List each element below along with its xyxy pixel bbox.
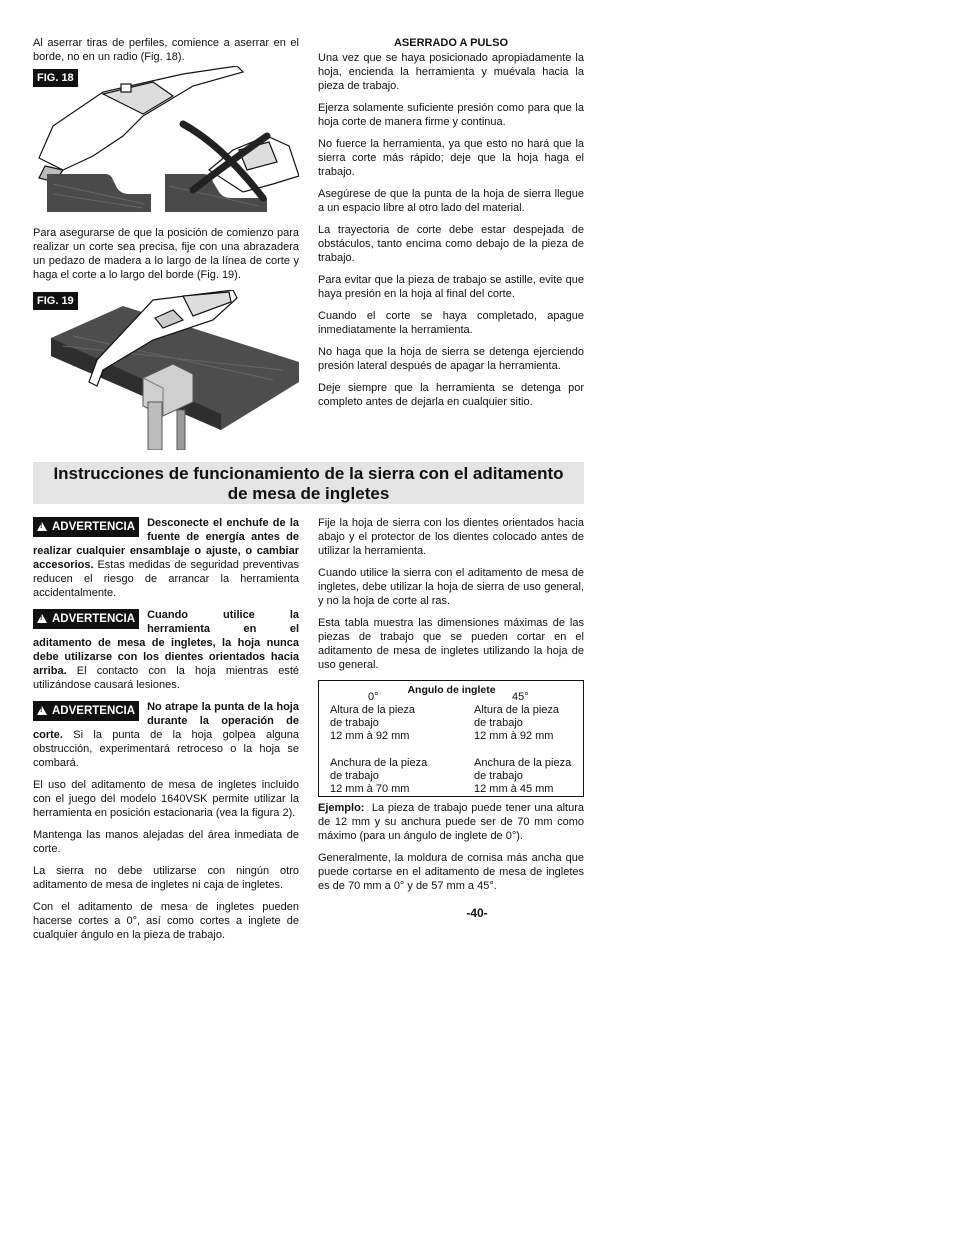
warning-triangle-icon [37, 706, 47, 715]
intro-paragraph: Al aserrar tiras de perfiles, comience a aserrar en el borde, no en un radio (Fig. 18). [33, 37, 299, 63]
warning-2-bold: Cuando utilice la herramienta en el aditamento de mesa de ingletes, la hoja nunca debe utilizarse con los dientes orientados hacia arriba. [33, 609, 299, 677]
table-title: Angulo de inglete [407, 684, 496, 696]
width-value: 12 mm à 45 mm [474, 783, 554, 795]
width-label-1: Anchura de la pieza [474, 757, 572, 769]
warning-2-text: El contacto con la hoja mientras esté utilizándose causará lesiones. [33, 665, 299, 691]
miter-paragraph-3: La sierra no debe utilizarse con ningún otro aditamento de mesa de ingletes ni caja de ingletes. [33, 865, 299, 891]
blade-paragraph-3: Esta tabla muestra las dimensiones máximas de las piezas de trabajo que se pueden cortar en el aditamento de mesa de ingletes utilizando la hoja de uso general. [318, 617, 584, 671]
freehand-paragraph-4: Asegúrese de que la punta de la hoja de sierra llegue a un espacio libre al otro lado del material. [318, 188, 584, 214]
height-value: 12 mm à 92 mm [330, 730, 410, 742]
example-paragraph [318, 801, 584, 843]
fig19-label: FIG. 19 [33, 292, 78, 310]
warning-3-bold: No atrape la punta de la hoja durante la operación de corte. [33, 701, 299, 741]
warning-badge-label: ADVERTENCIA [52, 613, 136, 625]
warning-triangle-icon [37, 522, 47, 531]
warning-badge-label: ADVERTENCIA [52, 521, 136, 533]
freehand-paragraph-3: No fuerce la herramienta, ya que esto no hará que la sierra corte más rápido; deje que la hoja haga el trabajo. [318, 138, 584, 178]
warning-block-2 [33, 608, 299, 692]
warning-badge-label: ADVERTENCIA [52, 705, 136, 717]
warning-badge [33, 517, 139, 537]
freehand-paragraph-2: Ejerza solamente suficiente presión como para que la hoja corte de manera firme y continua. [318, 102, 584, 128]
width-value: 12 mm à 70 mm [330, 783, 410, 795]
blade-paragraph-1: Fije la hoja de sierra con los dientes orientados hacia abajo y el protector de los dientes colocado antes de utilizar la herramienta. [318, 517, 584, 557]
example-text: La pieza de trabajo puede tener una altura de 12 mm y su anchura puede ser de 70 mm como máximo (para un ángulo de inglete de 0°). [318, 802, 584, 842]
bottom-left-column [33, 516, 299, 950]
width-label-1: Anchura de la pieza [330, 757, 428, 769]
warning-triangle-icon [37, 614, 47, 623]
height-label-1: Altura de la pieza [474, 704, 559, 716]
angle-45: 45° [512, 691, 529, 703]
cornice-paragraph: Generalmente, la moldura de cornisa más ancha que puede cortarse en el aditamento de mesa de ingletes es de 70 mm a 0° y de 57 mm a 45°. [318, 852, 584, 892]
fig18-label: FIG. 18 [33, 69, 78, 87]
miter-paragraph-1: El uso del aditamento de mesa de ingletes incluido con el juego del modelo 1640VSK permite utilizar la herramienta en posición estacionaria (vea la figura 2). [33, 779, 299, 819]
warning-badge [33, 609, 139, 629]
freehand-section-title: ASERRADO A PULSO [393, 37, 509, 49]
page-number: -40- [466, 906, 488, 920]
height-value: 12 mm à 92 mm [474, 730, 554, 742]
section-heading-line-1: Instrucciones de funcionamiento de la sierra con el aditamento [53, 464, 564, 483]
top-right-column [318, 36, 584, 417]
warning-block-3 [33, 700, 299, 770]
height-label-2: de trabajo [474, 717, 523, 729]
example-label: Ejemplo: [318, 802, 365, 814]
freehand-paragraph-9: Deje siempre que la herramienta se detenga por completo antes de dejarla en cualquier sitio. [318, 382, 584, 408]
freehand-paragraph-7: Cuando el corte se haya completado, apague inmediatamente la herramienta. [318, 310, 584, 336]
section-heading [33, 462, 584, 504]
warning-3-text: Si la punta de la hoja golpea alguna obstrucción, experimentará retroceso o la hoja se combará. [33, 729, 299, 769]
angle-0: 0° [368, 691, 379, 703]
fig18-illustration [33, 66, 299, 214]
warning-badge [33, 701, 139, 721]
fig19-illustration [33, 290, 299, 450]
clamp-paragraph: Para asegurarse de que la posición de comienzo para realizar un corte sea precisa, fije con una abrazadera un pedazo de madera a lo largo de la línea de corte y haga el corte a lo largo del borde (Fig. 19). [33, 227, 299, 281]
freehand-paragraph-6: Para evitar que la pieza de trabajo se astille, evite que haya presión en la hoja al final del corte. [318, 274, 584, 300]
freehand-paragraph-5: La trayectoria de corte debe estar despejada de obstáculos, tanto encima como debajo de la pieza de trabajo. [318, 224, 584, 264]
warning-1-bold: Desconecte el enchufe de la fuente de energía antes de realizar cualquier ensamblaje o ajuste, o cambiar accesorios. [33, 517, 299, 571]
warning-1-text: Estas medidas de seguridad preventivas reducen el riesgo de arrancar la herramienta accidentalmente. [33, 559, 299, 599]
height-label-1: Altura de la pieza [330, 704, 415, 716]
warning-block-1 [33, 516, 299, 600]
freehand-paragraph-1: Una vez que se haya posicionado apropiadamente la hoja, encienda la herramienta y muévala hacia la pieza de trabajo. [318, 52, 584, 92]
blade-paragraph-2: Cuando utilice la sierra con el aditamento de mesa de ingletes, debe utilizar la hoja de sierra de uso general, y no la hoja de corte al ras. [318, 567, 584, 607]
section-heading-line-2: de mesa de ingletes [227, 484, 390, 503]
miter-angle-table [318, 680, 584, 797]
table-column-0deg [330, 691, 440, 796]
height-label-2: de trabajo [330, 717, 379, 729]
table-column-45deg [474, 691, 584, 796]
miter-paragraph-2: Mantenga las manos alejadas del área inmediata de corte. [33, 829, 299, 855]
width-label-2: de trabajo [474, 770, 523, 782]
width-label-2: de trabajo [330, 770, 379, 782]
bottom-right-column [318, 516, 584, 901]
freehand-paragraph-8: No haga que la hoja de sierra se detenga ejerciendo presión lateral después de apagar la herramienta. [318, 346, 584, 372]
miter-paragraph-4: Con el aditamento de mesa de ingletes pueden hacerse cortes a 0°, así como cortes a inglete de cualquier ángulo en la pieza de trabajo. [33, 901, 299, 941]
fig19-caption-wrap [33, 226, 299, 290]
